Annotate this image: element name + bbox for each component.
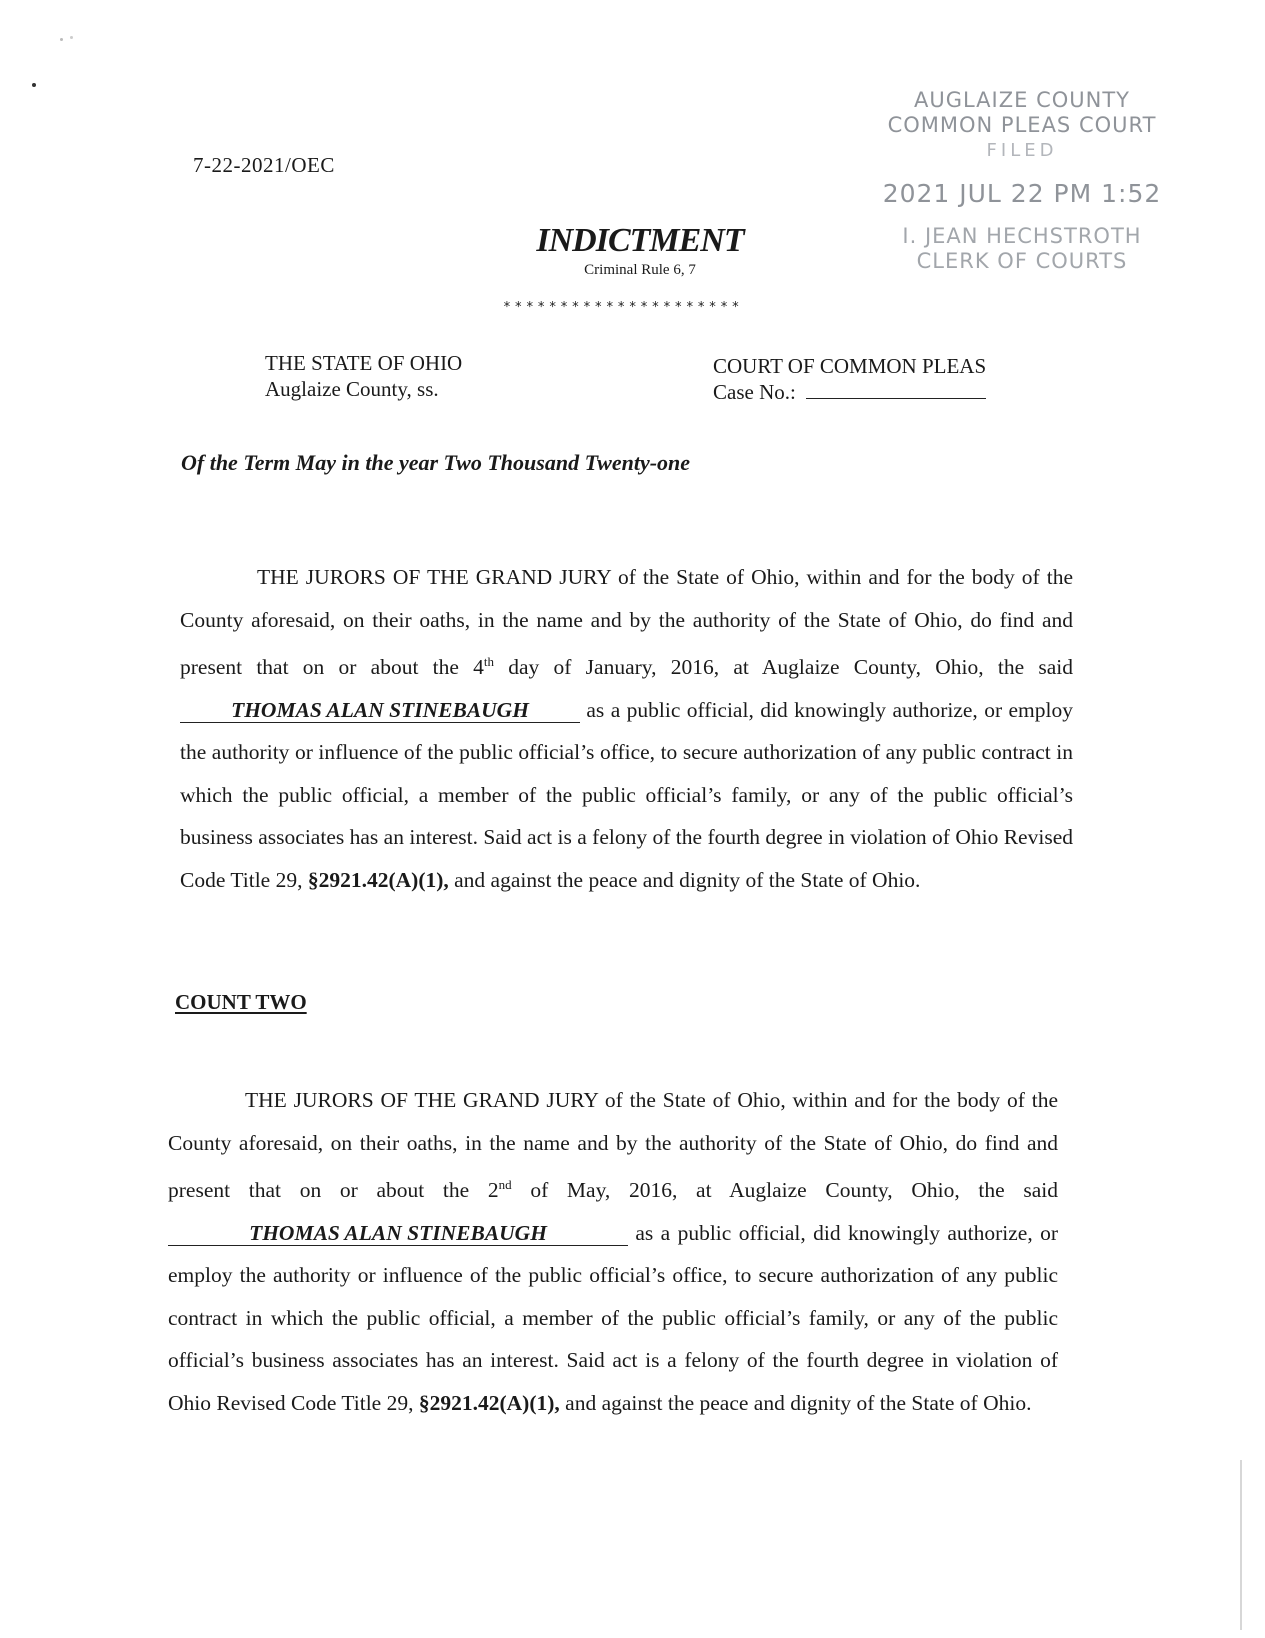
count-two-text-d: and against the peace and dignity of the State of Ohio.: [559, 1390, 1032, 1415]
document-date-code: 7-22-2021/OEC: [193, 153, 335, 177]
count-one-ordinal: th: [483, 654, 495, 669]
stamp-filed: FILED: [986, 140, 1058, 161]
count-one-text-d: and against the peace and dignity of the State of Ohio.: [448, 867, 921, 892]
stamp-date: 2021 JUL 22 PM 1:52: [882, 179, 1162, 208]
count-one-paragraph: [180, 556, 1073, 901]
stamp-court: COMMON PLEAS COURT: [887, 113, 1157, 137]
caption-state-block: [265, 350, 462, 402]
caption-court-block: [713, 353, 986, 405]
count-two-ordinal: nd: [498, 1177, 512, 1192]
count-two-heading: COUNT TWO: [175, 990, 307, 1014]
stamp-clerk-name: I. JEAN HECHSTROTH: [902, 224, 1142, 248]
count-one-text-b: day of January, 2016, at Auglaize County, Ohio, the said: [494, 655, 1073, 680]
count-one-text-c: as a public official, did knowingly authorize, or employ the authority or influence of the public official’s office, to secure authorization of any public contract in which the public official, a member of the public official’s family, or any of the public official’s business associates has an interest. Said act is a felony of the fourth degree in violation of Ohio Revised Code Title 29,: [180, 697, 1073, 892]
count-two-text-a: THE JURORS OF THE GRAND JURY of the State of Ohio, within and for the body of the County aforesaid, on their oaths, in the name and by the authority of the State of Ohio, do find and present that on or about the 2: [168, 1088, 1058, 1203]
case-number-label: Case No.:: [713, 380, 796, 404]
document-title-block: [520, 222, 760, 279]
count-one-statute: §2921.42(A)(1),: [307, 867, 449, 892]
count-two-paragraph: [168, 1079, 1058, 1424]
scan-edge-mark: [1240, 1460, 1242, 1630]
case-number-blank: [806, 380, 986, 399]
caption-county: Auglaize County, ss.: [265, 377, 439, 401]
stamp-county: AUGLAIZE COUNTY: [913, 88, 1130, 112]
court-term: Of the Term May in the year Two Thousand Twenty-one: [181, 450, 691, 475]
count-two-statute: §2921.42(A)(1),: [418, 1390, 560, 1415]
stamp-clerk-title: CLERK OF COURTS: [916, 249, 1128, 273]
scan-speck: [60, 38, 63, 41]
count-two-defendant: THOMAS ALAN STINEBAUGH: [168, 1221, 628, 1246]
count-one-defendant: THOMAS ALAN STINEBAUGH: [180, 698, 580, 723]
count-one-text-a: THE JURORS OF THE GRAND JURY of the State of Ohio, within and for the body of the County aforesaid, on their oaths, in the name and by the authority of the State of Ohio, do find and present that on or about the 4: [180, 565, 1073, 680]
scan-speck: [32, 83, 36, 87]
scan-speck: [70, 36, 73, 39]
court-filing-stamp: [872, 88, 1172, 274]
document-title: INDICTMENT: [536, 222, 744, 259]
separator-stars: *********************: [503, 300, 743, 315]
count-two-text-c: as a public official, did knowingly authorize, or employ the authority or influence of the public official’s office, to secure authorization of any public contract in which the public official, a member of the public official’s family, or any of the public official’s business associates has an interest. Said act is a felony of the fourth degree in violation of Ohio Revised Code Title 29,: [168, 1220, 1058, 1415]
caption-state: THE STATE OF OHIO: [265, 351, 463, 375]
caption-court: COURT OF COMMON PLEAS: [713, 354, 987, 378]
document-subtitle: Criminal Rule 6, 7: [584, 262, 696, 278]
case-number-row: [713, 379, 986, 405]
count-two-text-b: of May, 2016, at Auglaize County, Ohio, the said: [511, 1178, 1058, 1203]
